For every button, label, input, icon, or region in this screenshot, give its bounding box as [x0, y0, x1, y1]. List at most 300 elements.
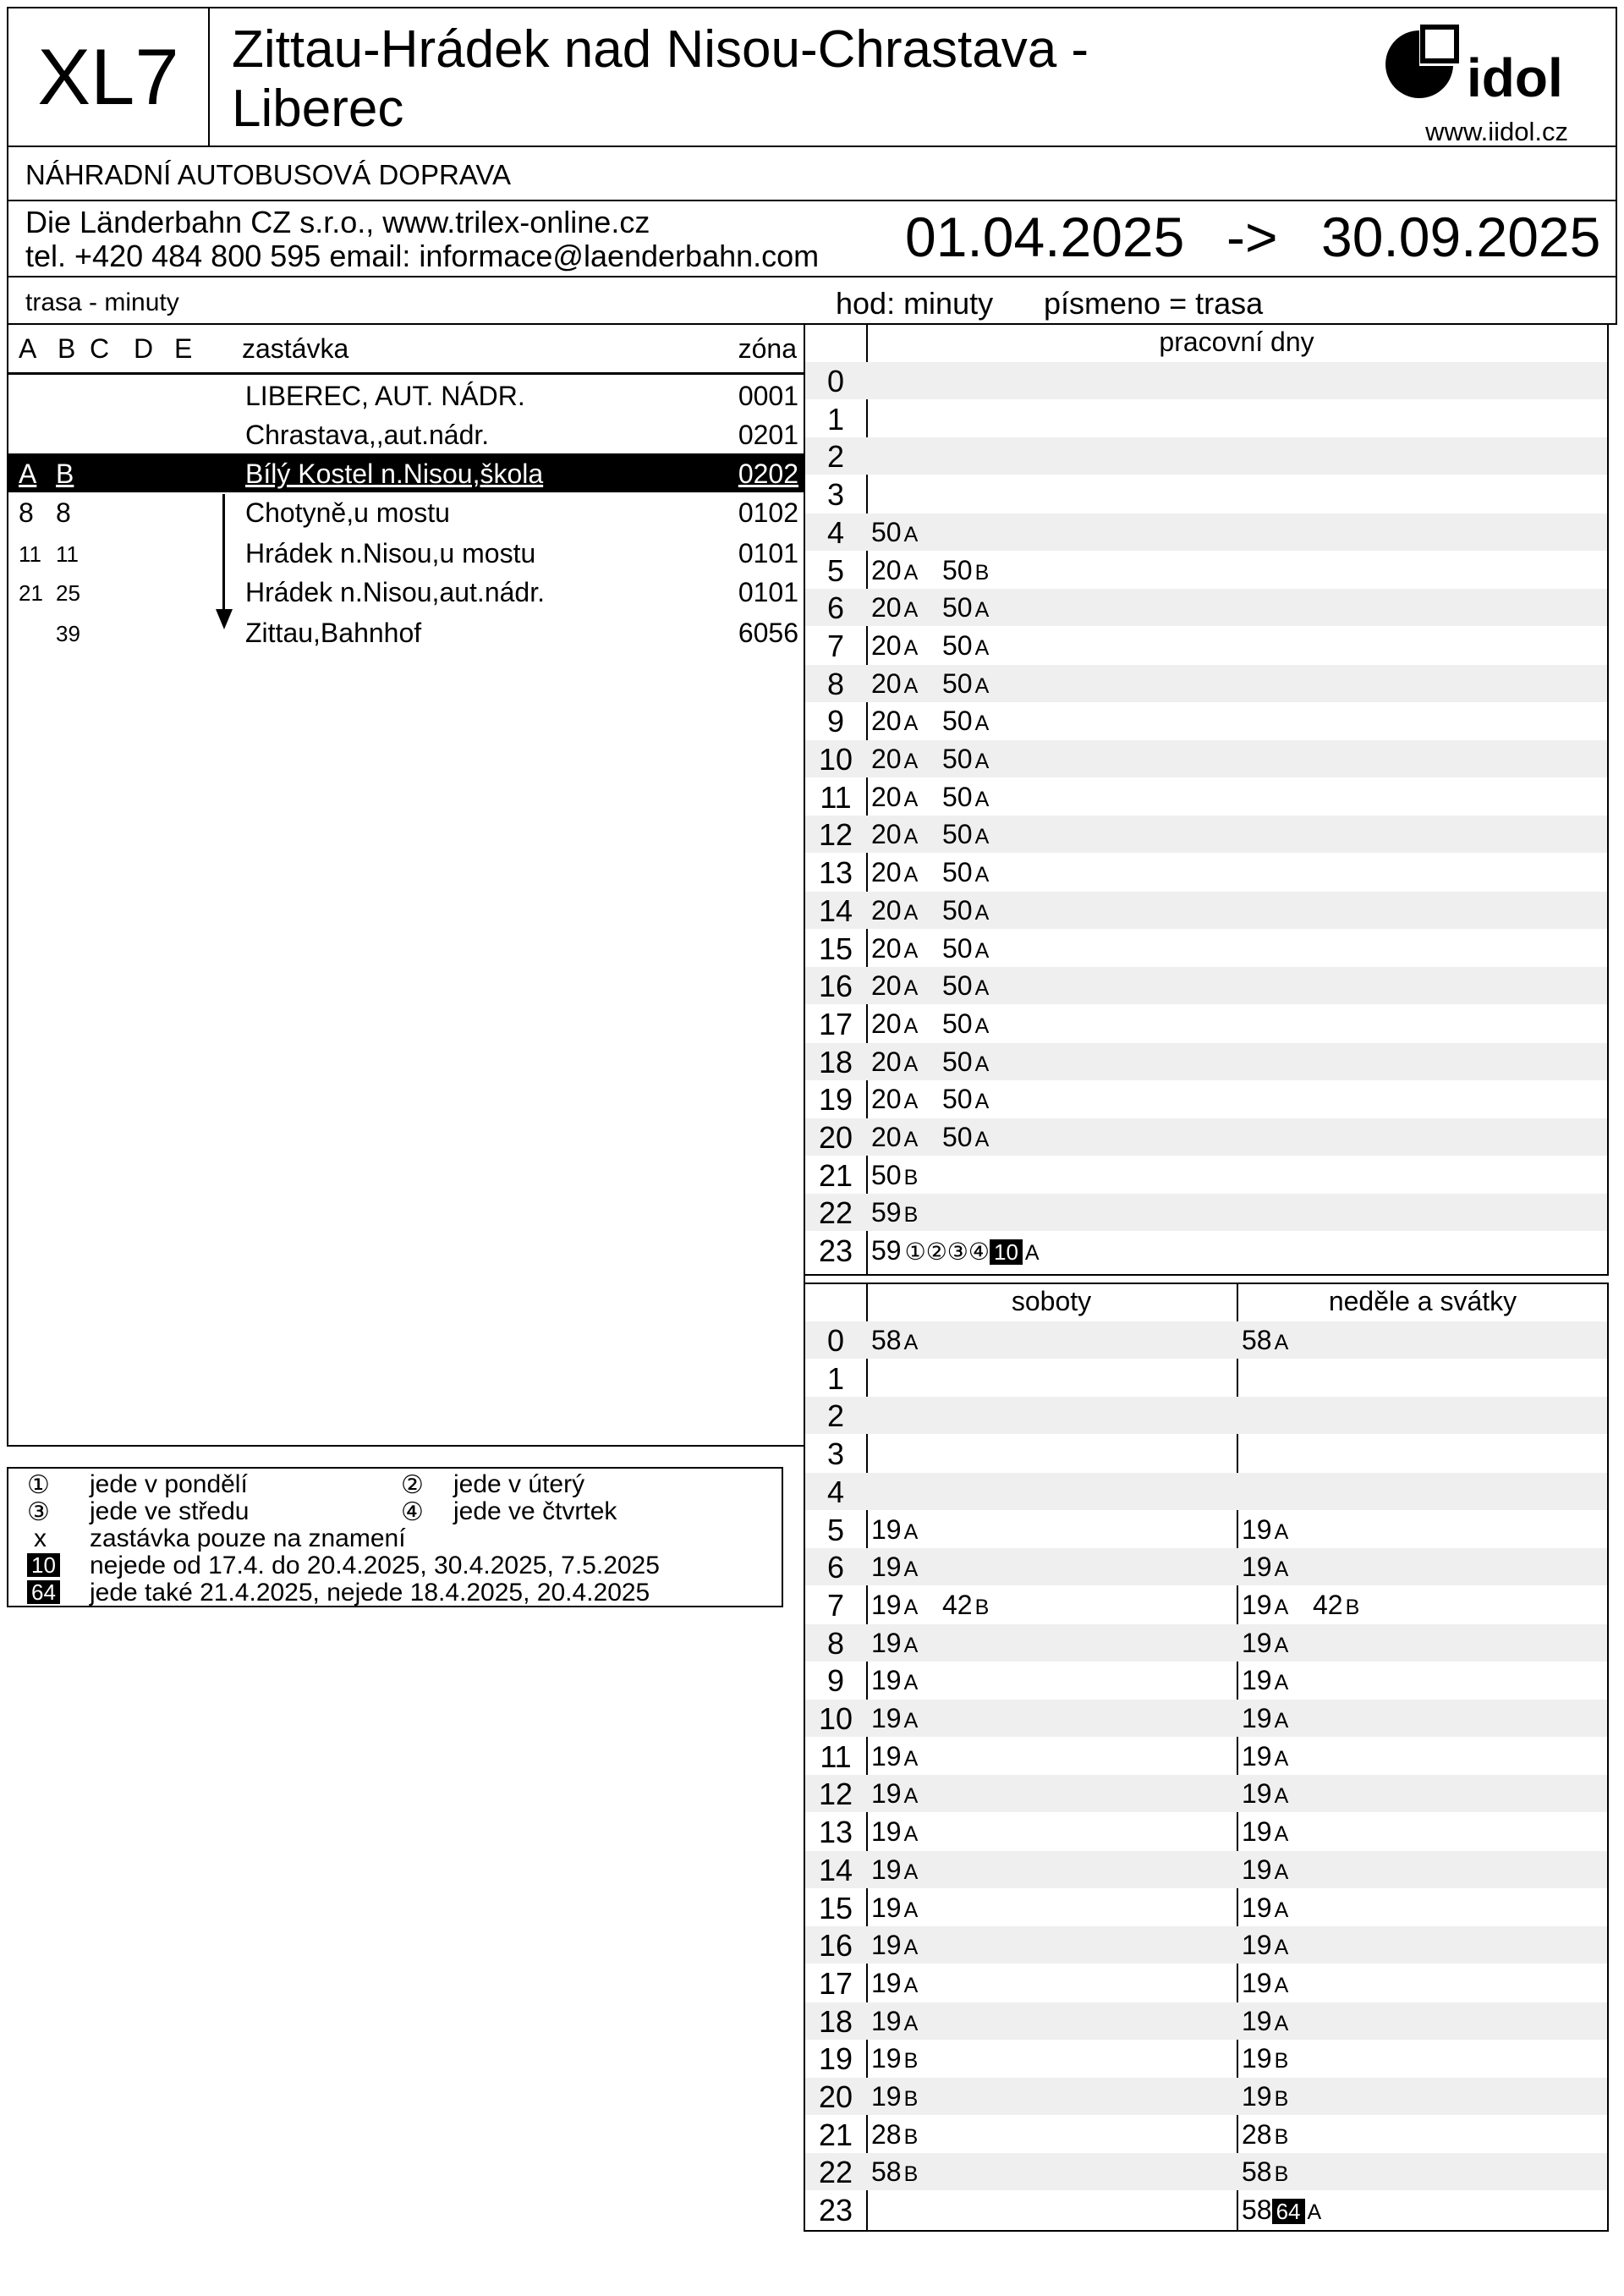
departure-minute: 58 — [1242, 2156, 1272, 2188]
departure[interactable] — [1242, 1968, 1288, 1999]
route-letter: A — [903, 598, 919, 623]
route-letter: A — [974, 750, 990, 773]
hour-row — [805, 1548, 1607, 1585]
route-letter: A — [974, 787, 990, 811]
route-letter: A — [903, 1633, 919, 1657]
stop-name: Hrádek n.Nisou,aut.nádr. — [245, 577, 545, 607]
hour-row — [805, 1156, 1607, 1194]
departure[interactable] — [871, 744, 918, 775]
stop-name: Zittau,Bahnhof — [245, 618, 422, 648]
hour-row — [805, 1397, 1607, 1434]
col-header-e: E — [174, 333, 193, 364]
departure[interactable] — [942, 819, 989, 850]
stop-row[interactable] — [8, 453, 805, 492]
departure[interactable] — [871, 2043, 918, 2074]
departure-minute: 50 — [942, 819, 973, 850]
departure[interactable] — [871, 2006, 918, 2037]
route-letter: A — [1274, 1859, 1289, 1884]
departure[interactable] — [871, 630, 918, 662]
note-text: jede také 21.4.2025, nejede 18.4.2025, 20.4.2025 — [90, 1579, 650, 1607]
footnote-badge: 64 — [1272, 2199, 1305, 2224]
stop-row[interactable] — [8, 612, 805, 651]
hour-number: 12 — [818, 1777, 853, 1812]
hour-row — [805, 1964, 1607, 2002]
route-letter: A — [903, 1898, 919, 1922]
departure-minute: 50 — [942, 744, 973, 774]
route-minutes-label: trasa - minuty — [25, 288, 179, 316]
route-letter: A — [903, 635, 919, 660]
departure[interactable] — [871, 2081, 918, 2112]
stop-name: Chotyně,u mostu — [245, 497, 450, 528]
departure[interactable] — [871, 819, 918, 850]
departure-minute: 19 — [871, 1552, 902, 1583]
departure[interactable] — [1242, 2119, 1288, 2150]
hour-row — [805, 552, 1607, 589]
hour-row — [805, 854, 1607, 891]
hour-number: 7 — [826, 1587, 845, 1623]
route-letter: A — [974, 1052, 990, 1076]
hour-number: 6 — [826, 590, 845, 626]
route-letter: A — [974, 598, 990, 623]
departure[interactable] — [942, 630, 989, 662]
hour-number: 8 — [826, 1625, 845, 1661]
stop-zone: 0201 — [738, 420, 798, 450]
departure[interactable] — [871, 1741, 918, 1772]
departure-minute: 19 — [871, 2005, 902, 2036]
hour-row — [805, 1080, 1607, 1118]
sunday-title: neděle a svátky — [1328, 1286, 1517, 1316]
route-b-minutes: 39 — [56, 621, 80, 646]
route-letter: A — [974, 938, 990, 963]
route-letter: A — [903, 560, 919, 585]
hour-row — [805, 665, 1607, 702]
departure[interactable] — [871, 857, 918, 888]
departure-minute: 59 — [871, 1197, 902, 1228]
route-letter: B — [903, 1203, 919, 1228]
departure[interactable] — [871, 1968, 918, 1999]
note-symbol: ② — [401, 1471, 424, 1499]
hour-row — [805, 1473, 1607, 1510]
departure[interactable] — [871, 1665, 918, 1696]
departure[interactable] — [871, 1816, 918, 1848]
route-letter: A — [974, 673, 990, 698]
departure-minute: 20 — [871, 781, 902, 812]
departure[interactable] — [942, 933, 989, 964]
stop-row[interactable] — [8, 572, 805, 611]
route-number: XL7 — [37, 32, 179, 121]
route-letter: A — [903, 2011, 919, 2035]
departure-minute: 19 — [1242, 1892, 1272, 1923]
hour-number: 10 — [818, 742, 853, 777]
hour-number: 13 — [818, 1815, 853, 1850]
departure[interactable] — [871, 933, 918, 964]
departure[interactable] — [871, 1084, 918, 1115]
departure[interactable] — [942, 555, 989, 586]
note-symbol: x — [34, 1524, 47, 1552]
hour-number: 18 — [818, 1044, 853, 1079]
hour-row — [805, 437, 1607, 475]
carrier-contact: tel. +420 484 800 595 email: informace@laenderbahn.com — [25, 239, 820, 273]
hour-number: 11 — [820, 1738, 852, 1774]
departure-minute: 50 — [942, 629, 973, 661]
note-text: jede ve středu — [90, 1497, 250, 1525]
hour-number: 19 — [818, 2041, 853, 2077]
hour-row — [805, 514, 1607, 551]
route-letter: A — [903, 863, 919, 887]
departure-minute: 42 — [942, 1589, 973, 1620]
stops-panel — [7, 323, 805, 1447]
logo-url[interactable]: www.iidol.cz — [1425, 117, 1568, 146]
departure-minute: 20 — [871, 932, 902, 964]
route-letter: A — [903, 1746, 919, 1771]
hour-row — [805, 1624, 1607, 1662]
departure[interactable] — [871, 555, 918, 586]
departure[interactable] — [942, 744, 989, 775]
route-b-minutes: 11 — [56, 541, 79, 567]
departure-minute: 42 — [1313, 1589, 1343, 1620]
route-letter: A — [903, 522, 919, 547]
stop-zone: 0101 — [738, 538, 798, 569]
replacement-bus-bar — [7, 146, 1617, 201]
departure[interactable] — [871, 2156, 918, 2188]
departure[interactable] — [871, 970, 918, 1002]
hour-number: 9 — [826, 704, 845, 739]
departure[interactable] — [871, 1628, 918, 1659]
departure-minute: 20 — [871, 706, 902, 737]
stop-row[interactable] — [8, 376, 805, 415]
departure[interactable] — [871, 1930, 918, 1961]
hour-row — [805, 627, 1607, 664]
departure[interactable] — [1242, 1590, 1288, 1621]
note-symbol: ③ — [27, 1498, 50, 1526]
route-letter: A — [903, 1822, 919, 1847]
departure-minute: 58 — [1242, 1325, 1272, 1355]
departure[interactable] — [1242, 1325, 1288, 1356]
hour-number: 16 — [818, 1928, 853, 1964]
departure[interactable] — [942, 592, 989, 623]
hour-number: 17 — [818, 1006, 853, 1041]
hour-row — [805, 2078, 1607, 2115]
departure[interactable] — [871, 1552, 918, 1583]
departure[interactable] — [1242, 2156, 1288, 2188]
departure[interactable] — [871, 1235, 1040, 1266]
hour-row — [805, 589, 1607, 626]
departure-minute: 19 — [871, 1816, 902, 1848]
saturday-title: soboty — [1011, 1286, 1092, 1316]
departure[interactable] — [1242, 2006, 1288, 2037]
departure[interactable] — [871, 1590, 918, 1621]
departure-minute: 19 — [871, 1589, 902, 1620]
route-letter: B — [974, 560, 990, 585]
departure[interactable] — [942, 970, 989, 1002]
hour-row — [805, 475, 1607, 513]
note-text: jede v pondělí — [90, 1470, 248, 1498]
route-letter: A — [1274, 1557, 1289, 1582]
departure-minute: 19 — [1242, 2081, 1272, 2112]
departure[interactable] — [942, 668, 989, 700]
hour-row — [805, 400, 1607, 437]
departure[interactable] — [1313, 1590, 1359, 1621]
hour-number: 1 — [826, 1360, 845, 1396]
departure-minute: 50 — [942, 592, 973, 623]
route-letter: A — [1307, 2200, 1322, 2225]
route-direction-line — [222, 494, 225, 611]
departure[interactable] — [871, 1008, 918, 1040]
departure[interactable] — [871, 1197, 918, 1228]
departure[interactable] — [871, 1892, 918, 1924]
departure-minute: 19 — [1242, 2043, 1272, 2074]
departure[interactable] — [1242, 1665, 1288, 1696]
departure[interactable] — [871, 592, 918, 623]
departure[interactable] — [871, 1703, 918, 1734]
hour-row — [805, 1889, 1607, 1926]
logo-text: idol — [1467, 47, 1563, 108]
hour-number: 13 — [818, 855, 853, 891]
departure-minute: 19 — [1242, 1854, 1272, 1885]
hour-number: 11 — [820, 779, 852, 815]
departure-minute: 50 — [942, 1084, 973, 1115]
departure[interactable] — [942, 1590, 989, 1621]
route-letter: B — [903, 2162, 919, 2187]
route-title-line2: Liberec — [232, 80, 404, 138]
header-divider — [8, 372, 805, 375]
route-letter: A — [974, 711, 990, 736]
departure-minute: 19 — [871, 1513, 902, 1545]
departure[interactable] — [1242, 1854, 1288, 1886]
route-letter: A — [903, 1595, 919, 1619]
departure-minute: 20 — [871, 629, 902, 661]
departure[interactable] — [871, 517, 918, 548]
route-letter: A — [903, 1052, 919, 1076]
departure[interactable] — [1242, 1930, 1288, 1961]
departure-minute: 19 — [1242, 1665, 1272, 1696]
letter-route-label: písmeno = trasa — [1044, 286, 1264, 321]
hour-row — [805, 1194, 1607, 1231]
departure[interactable] — [942, 1122, 989, 1153]
route-letter: A — [903, 938, 919, 963]
weekday-restriction-symbols: ①②③④ — [904, 1239, 990, 1266]
route-letter: A — [974, 863, 990, 887]
stop-row[interactable] — [8, 415, 805, 453]
departure[interactable] — [871, 1514, 918, 1546]
hour-number: 19 — [818, 1082, 853, 1118]
route-letter: B — [1274, 2049, 1289, 2074]
route-letter: A — [1274, 1709, 1289, 1733]
departure-minute: 20 — [871, 970, 902, 1002]
hour-number: 4 — [826, 514, 845, 550]
departure-minute: 20 — [871, 857, 902, 888]
route-letter: A — [974, 976, 990, 1001]
hour-row — [805, 2116, 1607, 2153]
route-letter: B — [1274, 2124, 1289, 2149]
idol-logo — [1372, 24, 1575, 117]
departure[interactable] — [1242, 2194, 1321, 2226]
arrow-down-icon — [216, 609, 233, 629]
route-letter: A — [903, 1784, 919, 1809]
departure[interactable] — [942, 1084, 989, 1115]
departure[interactable] — [1242, 1778, 1288, 1810]
route-letter: B — [1274, 2087, 1289, 2111]
departure-minute: 28 — [1242, 2118, 1272, 2150]
departure-minute: 19 — [871, 1740, 902, 1771]
departure-minute: 19 — [1242, 1703, 1272, 1733]
hour-row — [805, 1118, 1607, 1156]
stop-name: Bílý Kostel n.Nisou,škola — [245, 459, 544, 489]
departure-minute: 28 — [871, 2118, 902, 2150]
route-letter: A — [903, 1013, 919, 1038]
route-letter: A — [903, 673, 919, 698]
departure-minute: 50 — [942, 554, 973, 585]
departure[interactable] — [871, 782, 918, 813]
route-letter: A — [903, 900, 919, 925]
departure-minute: 58 — [1242, 2194, 1272, 2226]
departure[interactable] — [942, 1008, 989, 1040]
note-text: zastávka pouze na znamení — [90, 1524, 406, 1552]
hour-number: 6 — [826, 1550, 845, 1585]
departure[interactable] — [942, 857, 989, 888]
departure[interactable] — [871, 895, 918, 926]
valid-to-date: 30.09.2025 — [1321, 206, 1601, 268]
route-a-minutes: 8 — [19, 497, 34, 528]
hour-row — [805, 1926, 1607, 1964]
route-letter: B — [974, 1595, 990, 1619]
stop-zone: 0101 — [738, 577, 798, 607]
hour-row — [805, 1511, 1607, 1548]
departure-minute: 20 — [871, 554, 902, 585]
departure-minute: 19 — [1242, 1740, 1272, 1771]
hour-row — [805, 1662, 1607, 1699]
departure[interactable] — [942, 895, 989, 926]
hour-number: 14 — [818, 893, 853, 928]
departure-minute: 20 — [871, 744, 902, 774]
note-text: jede ve čtvrtek — [453, 1497, 617, 1525]
departure-minute: 19 — [1242, 1930, 1272, 1961]
departure-minute: 19 — [871, 1967, 902, 1998]
departure[interactable] — [871, 1160, 918, 1191]
departure[interactable] — [1242, 1628, 1288, 1659]
departure-minute: 19 — [871, 2081, 902, 2112]
stop-row[interactable] — [8, 533, 805, 572]
departure[interactable] — [1242, 1514, 1288, 1546]
departure[interactable] — [942, 782, 989, 813]
departure[interactable] — [871, 1325, 918, 1356]
departure[interactable] — [1242, 1703, 1288, 1734]
stop-name: Hrádek n.Nisou,u mostu — [245, 538, 536, 569]
hour-row — [805, 1586, 1607, 1623]
hour-number: 0 — [826, 364, 845, 398]
validity-arrow: -> — [1226, 206, 1278, 268]
route-letter: A — [1274, 1595, 1289, 1619]
departure[interactable] — [942, 706, 989, 737]
stop-column-header: zastávka — [242, 333, 349, 364]
departure-minute: 50 — [942, 667, 973, 699]
route-a-minutes: 11 — [19, 541, 41, 567]
departure[interactable] — [871, 1778, 918, 1810]
carrier-name: Die Länderbahn CZ s.r.o., www.trilex-online.cz — [25, 205, 650, 239]
departure-minute: 19 — [1242, 1778, 1272, 1810]
hour-number: 23 — [818, 2193, 853, 2228]
col-header-c: C — [90, 333, 110, 364]
hour-number: 22 — [818, 2155, 853, 2190]
route-letter: A — [974, 635, 990, 660]
departure[interactable] — [871, 1122, 918, 1153]
hour-row — [805, 1775, 1607, 1812]
route-letter: A — [1274, 1671, 1289, 1695]
departure[interactable] — [871, 1046, 918, 1078]
route-letter: A — [1274, 1784, 1289, 1809]
departure[interactable] — [1242, 1816, 1288, 1848]
note-text: jede v úterý — [453, 1470, 585, 1498]
title-box — [208, 7, 1617, 147]
departure-minute: 19 — [871, 1627, 902, 1658]
route-letter: A — [974, 825, 990, 849]
departure[interactable] — [1242, 2043, 1288, 2074]
route-letter: B — [903, 1165, 919, 1189]
route-letter: A — [1024, 1241, 1040, 1266]
departure-minute: 50 — [942, 706, 973, 737]
departure[interactable] — [871, 2119, 918, 2150]
route-letter: A — [903, 750, 919, 773]
departure[interactable] — [1242, 2081, 1288, 2112]
hour-number: 2 — [826, 1398, 845, 1434]
col-header-b: B — [58, 333, 76, 364]
route-letter: A — [903, 1519, 919, 1544]
departure-minute: 50 — [942, 1008, 973, 1039]
route-letter: A — [974, 1013, 990, 1038]
departure[interactable] — [1242, 1741, 1288, 1772]
hour-number: 7 — [826, 628, 845, 663]
hour-row — [805, 1851, 1607, 1888]
departure[interactable] — [942, 1046, 989, 1078]
hour-number: 0 — [826, 1323, 845, 1358]
route-letter: B — [903, 2049, 919, 2074]
hour-row — [805, 740, 1607, 777]
hour-number: 18 — [818, 2003, 853, 2039]
note-text: nejede od 17.4. do 20.4.2025, 30.4.2025, 7.5.2025 — [90, 1552, 660, 1579]
stop-zone: 6056 — [738, 618, 798, 648]
hour-row — [805, 1700, 1607, 1737]
hour-row — [805, 362, 1607, 399]
route-b-minutes: 25 — [56, 580, 80, 606]
departure-minute: 19 — [1242, 2005, 1272, 2036]
legend-bar — [7, 276, 1617, 325]
hour-number: 8 — [826, 666, 845, 701]
departure-minute: 19 — [871, 1665, 902, 1696]
departure-minute: 19 — [1242, 1627, 1272, 1658]
departure-minute: 19 — [871, 1892, 902, 1923]
hour-row — [805, 967, 1607, 1004]
route-a-minutes: A — [19, 459, 37, 489]
hour-row — [805, 2040, 1607, 2077]
hour-number: 17 — [818, 1965, 853, 2001]
departure[interactable] — [871, 1854, 918, 1886]
departure-minute: 20 — [871, 1084, 902, 1115]
departure[interactable] — [1242, 1892, 1288, 1924]
departure-minute: 20 — [871, 667, 902, 699]
hour-number: 10 — [818, 1701, 853, 1736]
departure[interactable] — [871, 668, 918, 700]
stop-row[interactable] — [8, 492, 805, 531]
hour-number: 22 — [818, 1195, 853, 1231]
departure-minute: 50 — [871, 516, 902, 547]
hour-row — [805, 702, 1607, 739]
stop-zone: 0001 — [738, 381, 798, 411]
hour-number: 3 — [826, 1436, 845, 1472]
departure[interactable] — [1242, 1552, 1288, 1583]
route-letter: A — [903, 976, 919, 1001]
hour-number: 9 — [826, 1663, 845, 1699]
departure[interactable] — [871, 706, 918, 737]
